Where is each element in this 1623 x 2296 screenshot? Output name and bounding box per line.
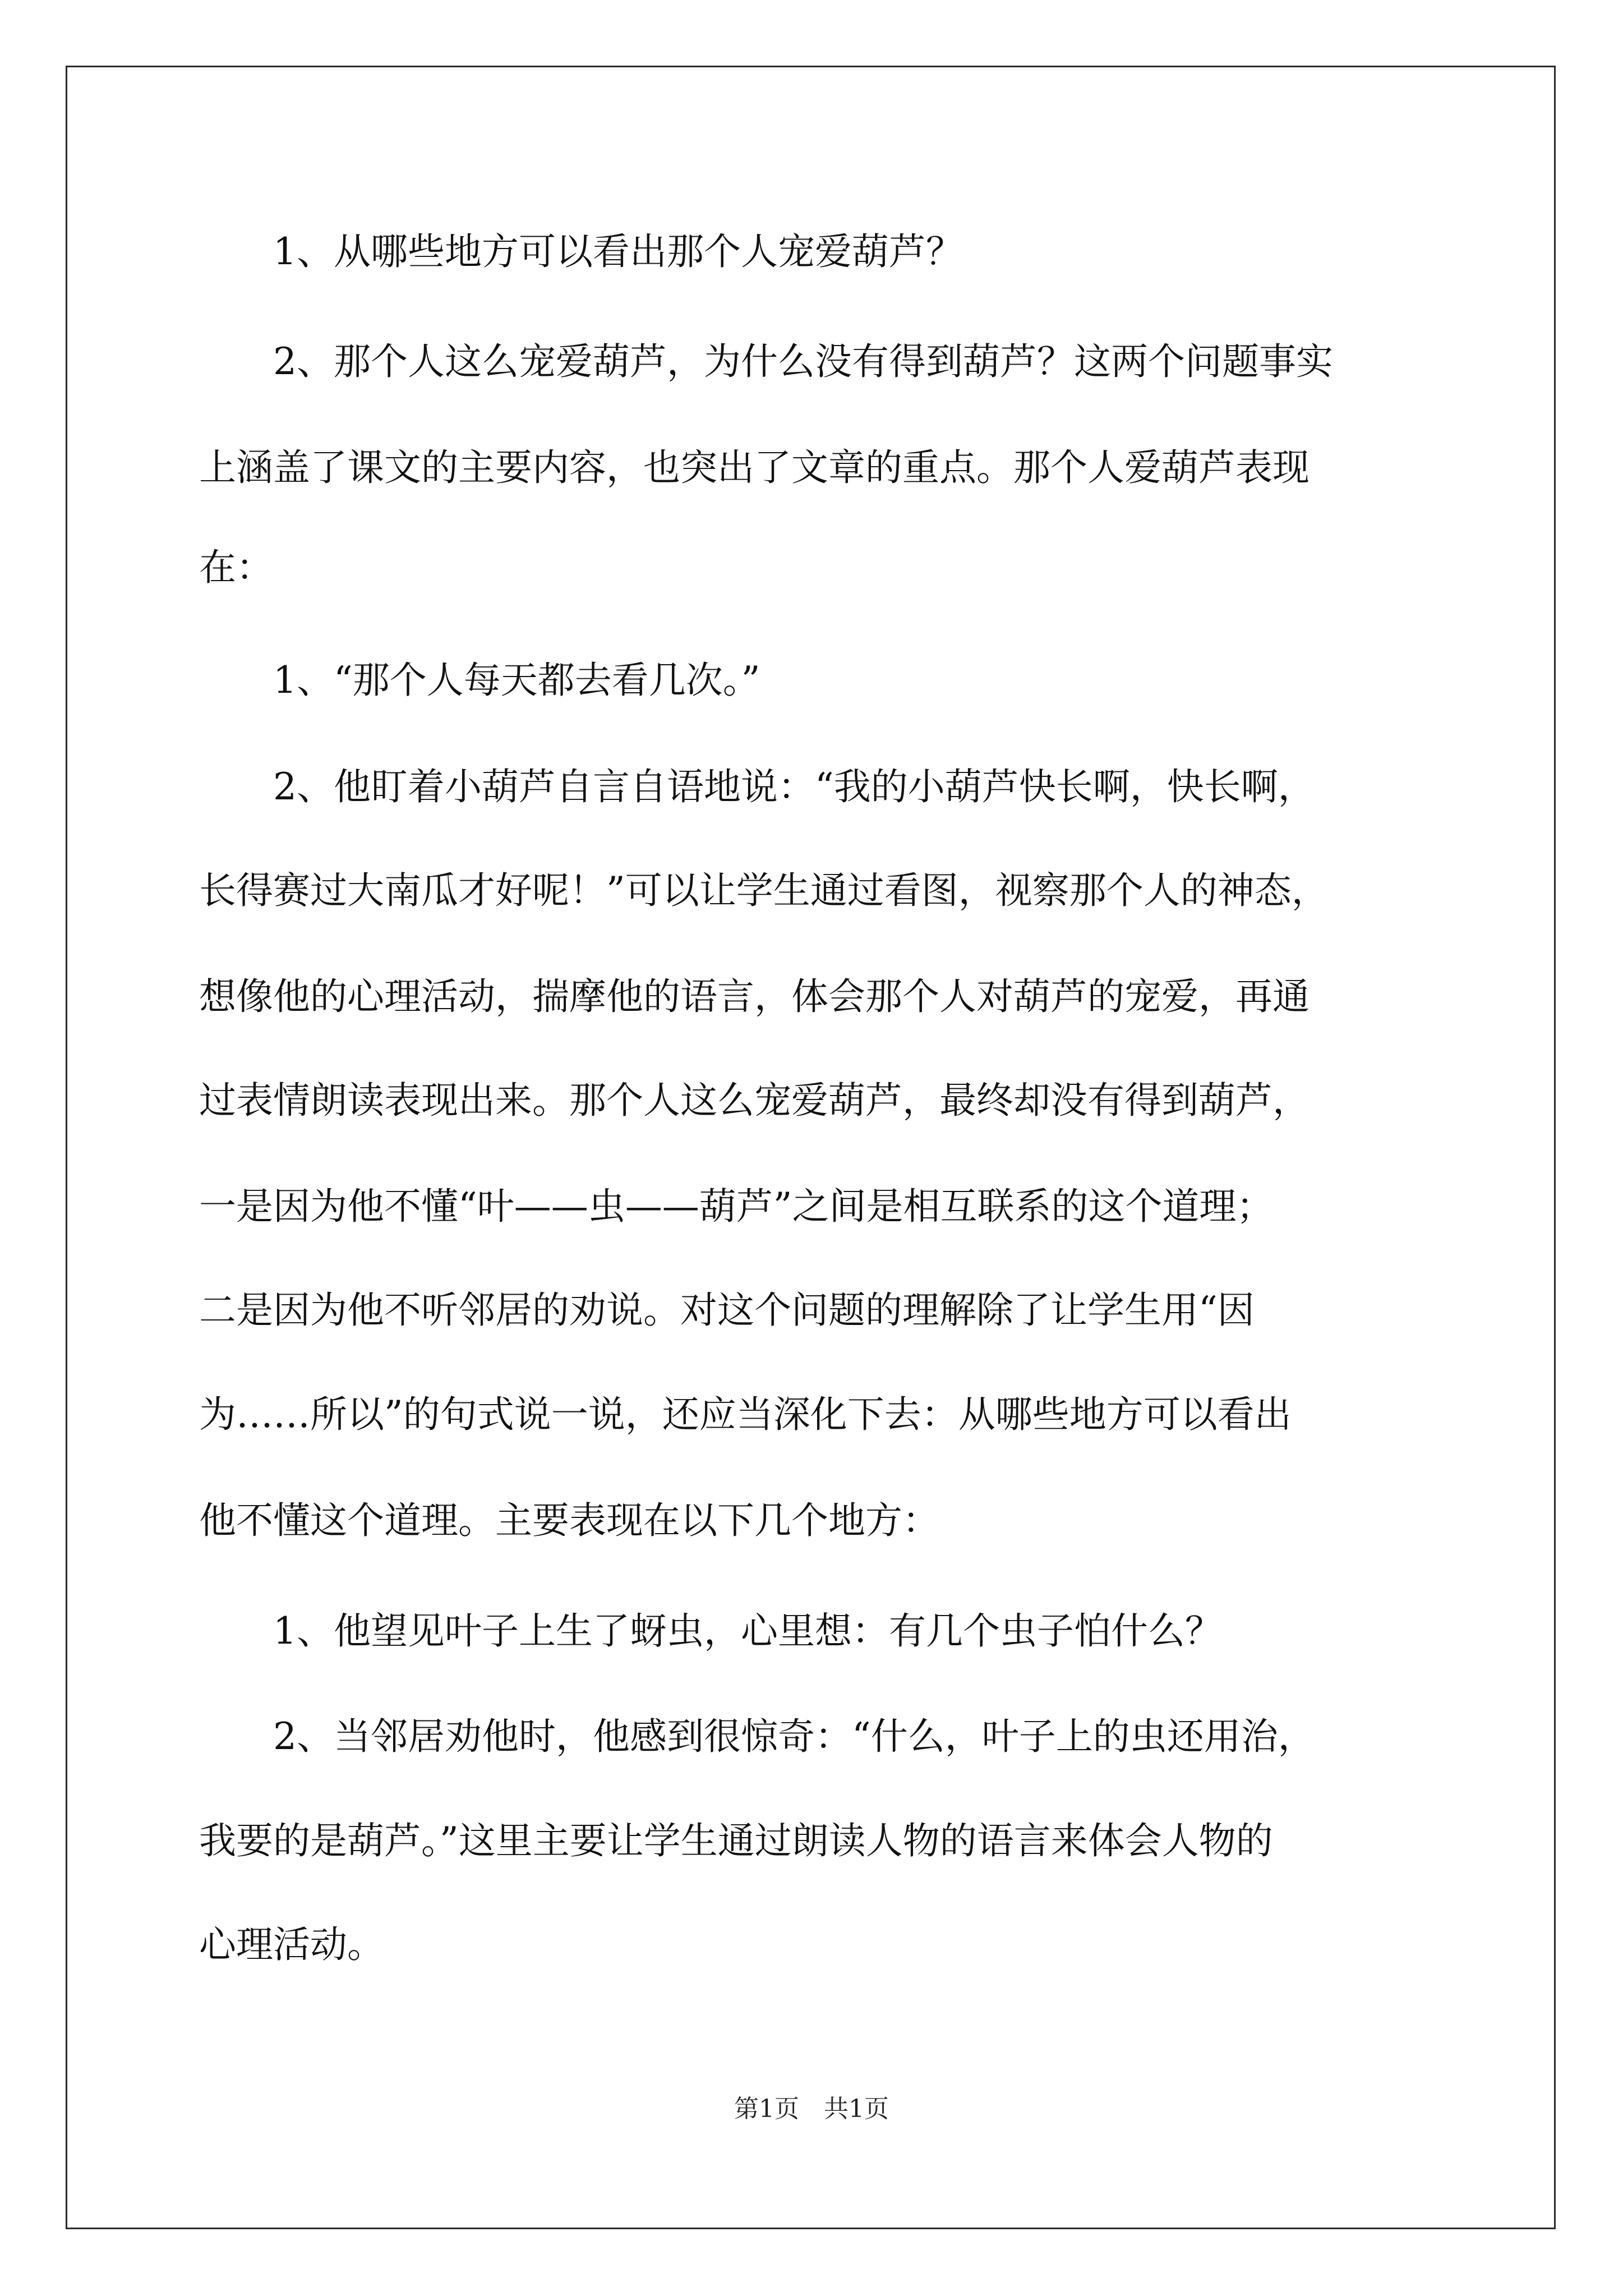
text-line: 1、从哪些地方可以看出那个人宠爱葫芦？: [199, 230, 963, 273]
text-line: 心理活动。: [199, 1923, 384, 1966]
text-line: 一是因为他不懂“叶——虫——葫芦”之间是相互联系的这个道理；: [199, 1185, 1274, 1228]
text-line: 为……所以”的句式说一说，还应当深化下去：从哪些地方可以看出: [199, 1393, 1292, 1436]
text-line: 上涵盖了课文的主要内容，也突出了文章的重点。那个人爱葫芦表现: [199, 446, 1310, 489]
page-number-footer: 第1页 共1页: [734, 2095, 889, 2123]
text-line: 想像他的心理活动，揣摩他的语言，体会那个人对葫芦的宠爱，再通: [199, 975, 1310, 1018]
text-line: 我要的是葫芦。”这里主要让学生通过朗读人物的语言来体会人物的: [199, 1819, 1273, 1862]
text-line: 1、“那个人每天都去看几次。”: [199, 659, 760, 702]
text-line: 2、他盯着小葫芦自言自语地说：“我的小葫芦快长啊，快长啊，: [199, 765, 1315, 808]
text-line: 二是因为他不听邻居的劝说。对这个问题的理解除了让学生用“因: [199, 1289, 1255, 1332]
text-line: 长得赛过大南瓜才好呢！”可以让学生通过看图，视察那个人的神态，: [199, 869, 1329, 912]
text-line: 他不懂这个道理。主要表现在以下几个地方：: [199, 1499, 939, 1542]
page-border: [66, 66, 1556, 2229]
text-line: 在：: [199, 546, 273, 589]
text-line: 2、当邻居劝他时，他感到很惊奇：“什么，叶子上的虫还用治，: [199, 1715, 1315, 1758]
text-line: 1、他望见叶子上生了蚜虫，心里想：有几个虫子怕什么？: [199, 1609, 1222, 1653]
text-line: 2、那个人这么宠爱葫芦，为什么没有得到葫芦？这两个问题事实: [199, 340, 1333, 383]
text-line: 过表情朗读表现出来。那个人这么宠爱葫芦，最终却没有得到葫芦，: [199, 1079, 1310, 1122]
